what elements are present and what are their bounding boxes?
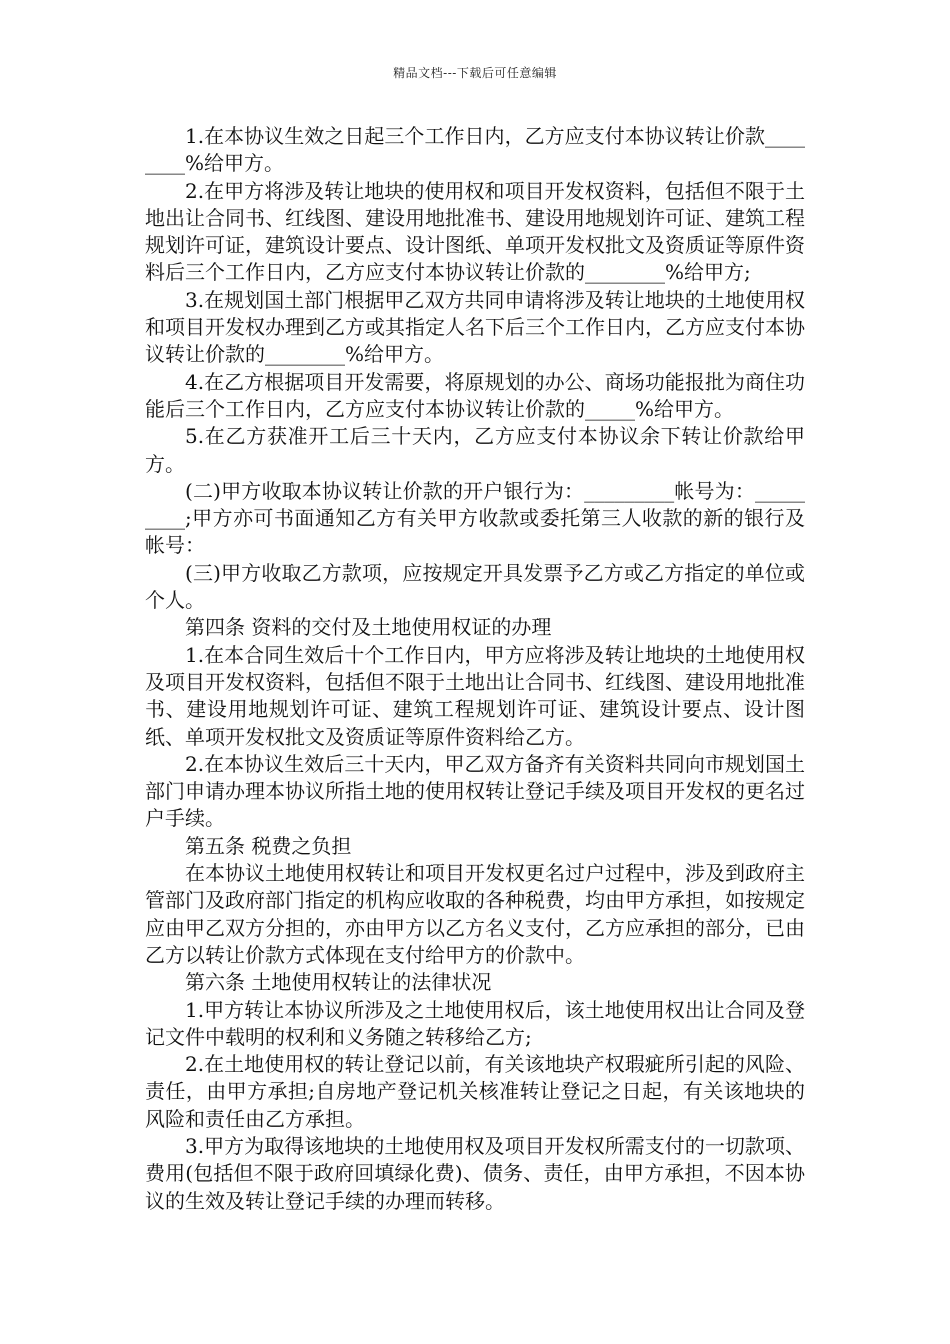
article-6-clause-1: 1.甲方转让本协议所涉及之土地使用权后，该土地使用权出让合同及登记文件中载明的权利和义务随之转移给乙方;	[145, 997, 805, 1049]
clause-invoice: (三)甲方收取乙方款项，应按规定开具发票予乙方或乙方指定的单位或个人。	[145, 560, 805, 613]
article-5-heading: 第五条 税费之负担	[185, 833, 352, 858]
clause-payment-4: 4.在乙方根据项目开发需要，将原规划的办公、商场功能报批为商住功能后三个工作日内，乙方应支付本协议转让价款的_____%给甲方。	[145, 369, 805, 421]
article-6-clause-3: 3.甲方为取得该地块的土地使用权及项目开发权所需支付的一切款项、费用(包括但不限于政府回填绿化费)、债务、责任，由甲方承担，不因本协议的生效及转让登记手续的办理而转移。	[145, 1133, 805, 1213]
article-4-heading: 第四条 资料的交付及土地使用权证的办理	[185, 615, 552, 640]
clause-payment-2: 2.在甲方将涉及转让地块的使用权和项目开发权资料，包括但不限于土地出让合同书、红线图、建设用地批准书、建设用地规划许可证、建筑工程规划许可证，建筑设计要点、设计图纸、单项开发权批文及资质证等原件资料后三个工作日内，乙方应支付本协议转让价款的________%给甲方;	[145, 178, 805, 285]
page-header: 精品文档---下载后可任意编辑	[393, 66, 557, 80]
article-6-clause-2: 2.在土地使用权的转让登记以前，有关该地块产权瑕疵所引起的风险、责任，由甲方承担;自房地产登记机关核准转让登记之日起，有关该地块的风险和责任由乙方承担。	[145, 1052, 805, 1131]
document-body	[145, 123, 805, 1215]
clause-payment-3: 3.在规划国土部门根据甲乙双方共同申请将涉及转让地块的土地使用权和项目开发权办理到乙方或其指定人名下后三个工作日内，乙方应支付本协议转让价款的________%给甲方。	[145, 287, 805, 367]
article-6-heading: 第六条 土地使用权转让的法律状况	[185, 970, 492, 995]
article-5-body: 在本协议土地使用权转让和项目开发权更名过户过程中，涉及到政府主管部门及政府部门指定的机构应收取的各种税费，均由甲方承担，如按规定应由甲乙双方分担的，亦由甲方以乙方名义支付，乙方应承担的部分，已由乙方以转让价款方式体现在支付给甲方的价款中。	[145, 861, 805, 967]
article-4-clause-2: 2.在本协议生效后三十天内，甲乙双方备齐有关资料共同向市规划国土部门申请办理本协议所指土地的使用权转让登记手续及项目开发权的更名过户手续。	[145, 751, 805, 831]
clause-payment-1: 1.在本协议生效之日起三个工作日内，乙方应支付本协议转让价款________%给甲方。	[145, 124, 805, 176]
article-4-clause-1: 1.在本合同生效后十个工作日内，甲方应将涉及转让地块的土地使用权及项目开发权资料，包括但不限于土地出让合同书、红线图、建设用地批准书、建设用地规划许可证、建筑工程规划许可证、建筑设计要点、设计图纸、单项开发权批文及资质证等原件资料给乙方。	[145, 642, 805, 749]
clause-payment-5: 5.在乙方获准开工后三十天内，乙方应支付本协议余下转让价款给甲方。	[145, 424, 805, 476]
clause-bank-account: (二)甲方收取本协议转让价款的开户银行为：_________帐号为：_________;甲方亦可书面通知乙方有关甲方收款或委托第三人收款的新的银行及帐号：	[145, 478, 805, 558]
